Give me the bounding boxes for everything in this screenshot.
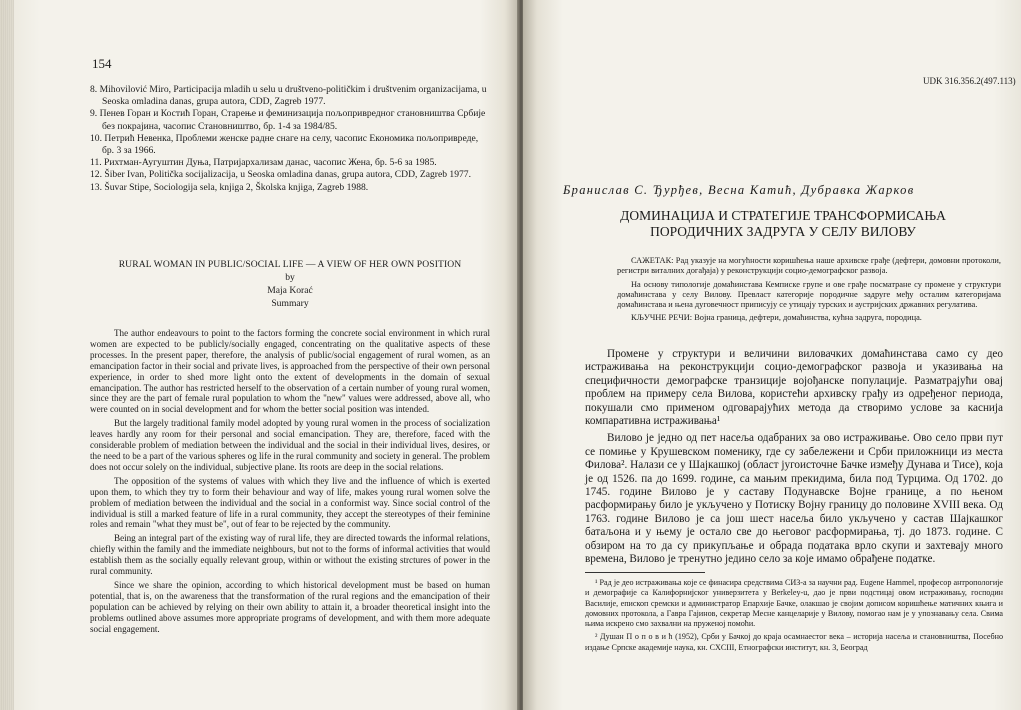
summary-paragraph: Being an integral part of the existing way of rural life, they are directed towards the informal relations, chiefly within the family and the immediate neighbours, but not to the forms of informal activities that would establish them as the socially equally relevant group, within or without the existing strctures of power in the rural community. [90, 533, 490, 577]
article-body [585, 348, 1003, 571]
keywords: КЉУЧНЕ РЕЧИ: Војна граница, дефтери, домаћинства, кућна задруга, породица. [631, 313, 922, 323]
reference-item: 8. Mihovilović Miro, Participacija mladih u selu u društveno-političkim i društvenim organizacijama, u Seoska omladina danas, grupa autora, CDD, Zagreb 1977. [90, 84, 487, 108]
footnotes [585, 578, 1003, 656]
summary-paragraph: The opposition of the systems of values with which they live and the influence of which is exerted upon them, to which they try to form their behaviour and way of life, makes young rural women solve the problem of mediation between the individual and the social in a conformist way. Since social control of the individual is still a marked feature of life in a rural community, they accept the stereotypes of their feminine roles and remain "what they must be", out of fear to be rejected by the community. [90, 475, 490, 530]
article-authors: Бранислав С. Ђурђев, Весна Катић, Дубравка Жарков [563, 183, 915, 197]
page-number: 154 [92, 56, 112, 71]
article-title [563, 208, 1003, 240]
summary-paragraph: Since we share the opinion, according to which historical development must be based on human potential, that is, on the awareness that the transformation of the rural regions and the emancipation of their population can be achieved by relying on their own ability to attain it, a broader theoretical insight into the problems outlined above assumes more appropriate programs of development, and with them more adequate social engagement. [90, 579, 490, 634]
body-paragraph: Вилово је једно од пет насеља одабраних за ово истраживање. Ово село први пут се помиње у Крушевском поменику, где су забележени и Срби приложници из места Филова². Налази се у Шајкашкој (област југоисточне Бачке између Дунава и Тисе), која је од 1526. па до 1699. године, са мањим прекидима, била под Турцима. Од 1702. до 1745. године Вилово је у саставу Подунавске Војне границе, а по њеном расформирању било је укључено у Потиску Војну границу до половине XVIII века. Од 1763. године Вилово је са још шест насеља било укључено у састав Шајкашког батаљона и у њему је остало све до његовог расформирања, тј. до 1873. године. С обзиром на то да су прикупљање и обрада података врло скупи и захтевају много времена, Вилово је тренутно једино село за које имамо обрађене податке. [585, 432, 1003, 566]
reference-item: 9. Пенев Горан и Костић Горан, Старење и феминизација пољопривредног становништва Србије без покрајина, часопис Становништво, бр. 1-4 за 1984/85. [90, 108, 486, 132]
footnote: ² Душан П о п о в и ћ (1952), Срби у Бачкој до краја осамнаестог века – историја насеља и становништва, Посебно издање Српске академије наука, кн. CXCIII, Етнографски институт, кн. 3, Београд [585, 632, 1003, 652]
abstract-paragraph: САЖЕТАК: Рад указује на могућности коришћења наше архивске грађе (дефтери, домовни протоколи, регистри виталних догађаја) у реконструкцији социо-демографског развоја. [617, 256, 1001, 276]
reference-list [90, 84, 490, 194]
article-title-line: ДОМИНАЦИЈА И СТРАТЕГИЈЕ ТРАНСФОРМИСАЊА [620, 208, 946, 223]
footnote-divider [585, 572, 705, 573]
summary-heading [90, 258, 490, 310]
summary-paragraph: The author endeavours to point to the factors forming the concrete social environment in which rural women are expected to be publicly/socially engaged, concentrating on the qualitative aspects of these processes. In the present paper, therefore, the analysis of public/social engagement of rural women, as an emancipation factor in their social and private lives, is approached from the perspective of their own personal experience, in order to shed more light onto the extent of developments in the domain of sexual emancipation. The author has restricted herself to the observation of a certain number of young rural women, since they are the part of female rural population to whom the "new" values were addressed, above all, who were counted on in social development and for whom the better social position was intended. [90, 328, 490, 415]
reference-item: 10. Петрић Невенка, Проблеми женске радне снаге на селу, часопис Економика пољопривреде, бр. 3 за 1966. [90, 132, 479, 157]
right-page [523, 0, 1021, 710]
article-title-line: ПОРОДИЧНИХ ЗАДРУГА У СЕЛУ ВИЛОВУ [650, 224, 916, 239]
udk-code: UDK 316.356.2(497.113) [923, 76, 1016, 86]
summary-body [90, 328, 490, 637]
summary-author: Maja Korać [267, 285, 313, 296]
reference-item: 11. Рихтман-Аугуштин Дуња, Патријархализам данас, часопис Жена, бр. 5-6 за 1985. [90, 157, 437, 169]
summary-label: Summary [271, 298, 309, 309]
reference-item: 12. Šiber Ivan, Politička socijalizacija, u Seoska omladina danas, grupa autora, CDD, Zagreb 1977. [90, 169, 471, 181]
summary-title: RURAL WOMAN IN PUBLIC/SOCIAL LIFE — A VIEW OF HER OWN POSITION [118, 259, 462, 270]
footnote: ¹ Рад је део истраживања које се финасира средствима СИЗ-а за научни рад. Eugene Hammel, професор антропологије и демографије са Калифорнијског универзитета у Berkeley-u, дао је први подстицај овом истраживању, господин Василије, епископ сремски и администратор Епархије Бачке, олакшао је својим дописом коришћење матичних књига и домовних протокола, а Гавра Гајинов, секретар Месне канцеларије у Вилову, помогао нам је у упознавању села. Свима њима искрено смо захвални на пруженој помоћи. [585, 578, 1003, 629]
reference-item: 13. Šuvar Stipe, Sociologija sela, knjiga 2, Školska knjiga, Zagreb 1988. [90, 181, 369, 193]
abstract-paragraph: На основу типологије домаћинстава Кемписке групе и ове грађе посматране су промене у структури домаћинстава у селу Вилову. Превласт категорије породичне задруге међу осталим категоријама домаћинстава и њена дуговечност приписују се утицају турских и аустријских државних регулатива. [617, 279, 1001, 310]
summary-by: by [285, 272, 295, 283]
page-stack-edge [0, 0, 14, 710]
body-paragraph: Промене у структури и величини виловачких домаћинстава само су део истраживања на реконструкцији социо-демографског развоја и указивања на специфичности демографске транзиције војођанске популације. Разматрајући овај проблем на примеру села Вилова, користећи архивску грађу из одређеног периода, покушали смо применом одговарајућих метода да створимо услове за каснија компаративна истраживања¹ [585, 348, 1003, 428]
summary-paragraph: But the largely traditional family model adopted by young rural women in the process of socialization leaves hardly any room for their personal and social emancipation. They are, therefore, faced with the considerable problem of mediation between the individual and the social in their individual lives, desires, or the need to be a part of the various spheres og life in the rural community and society in general. The problem does not occur solely on the individual, subjective plane. Its roots are deep in the social relations. [90, 418, 490, 472]
article-abstract [617, 256, 1001, 327]
